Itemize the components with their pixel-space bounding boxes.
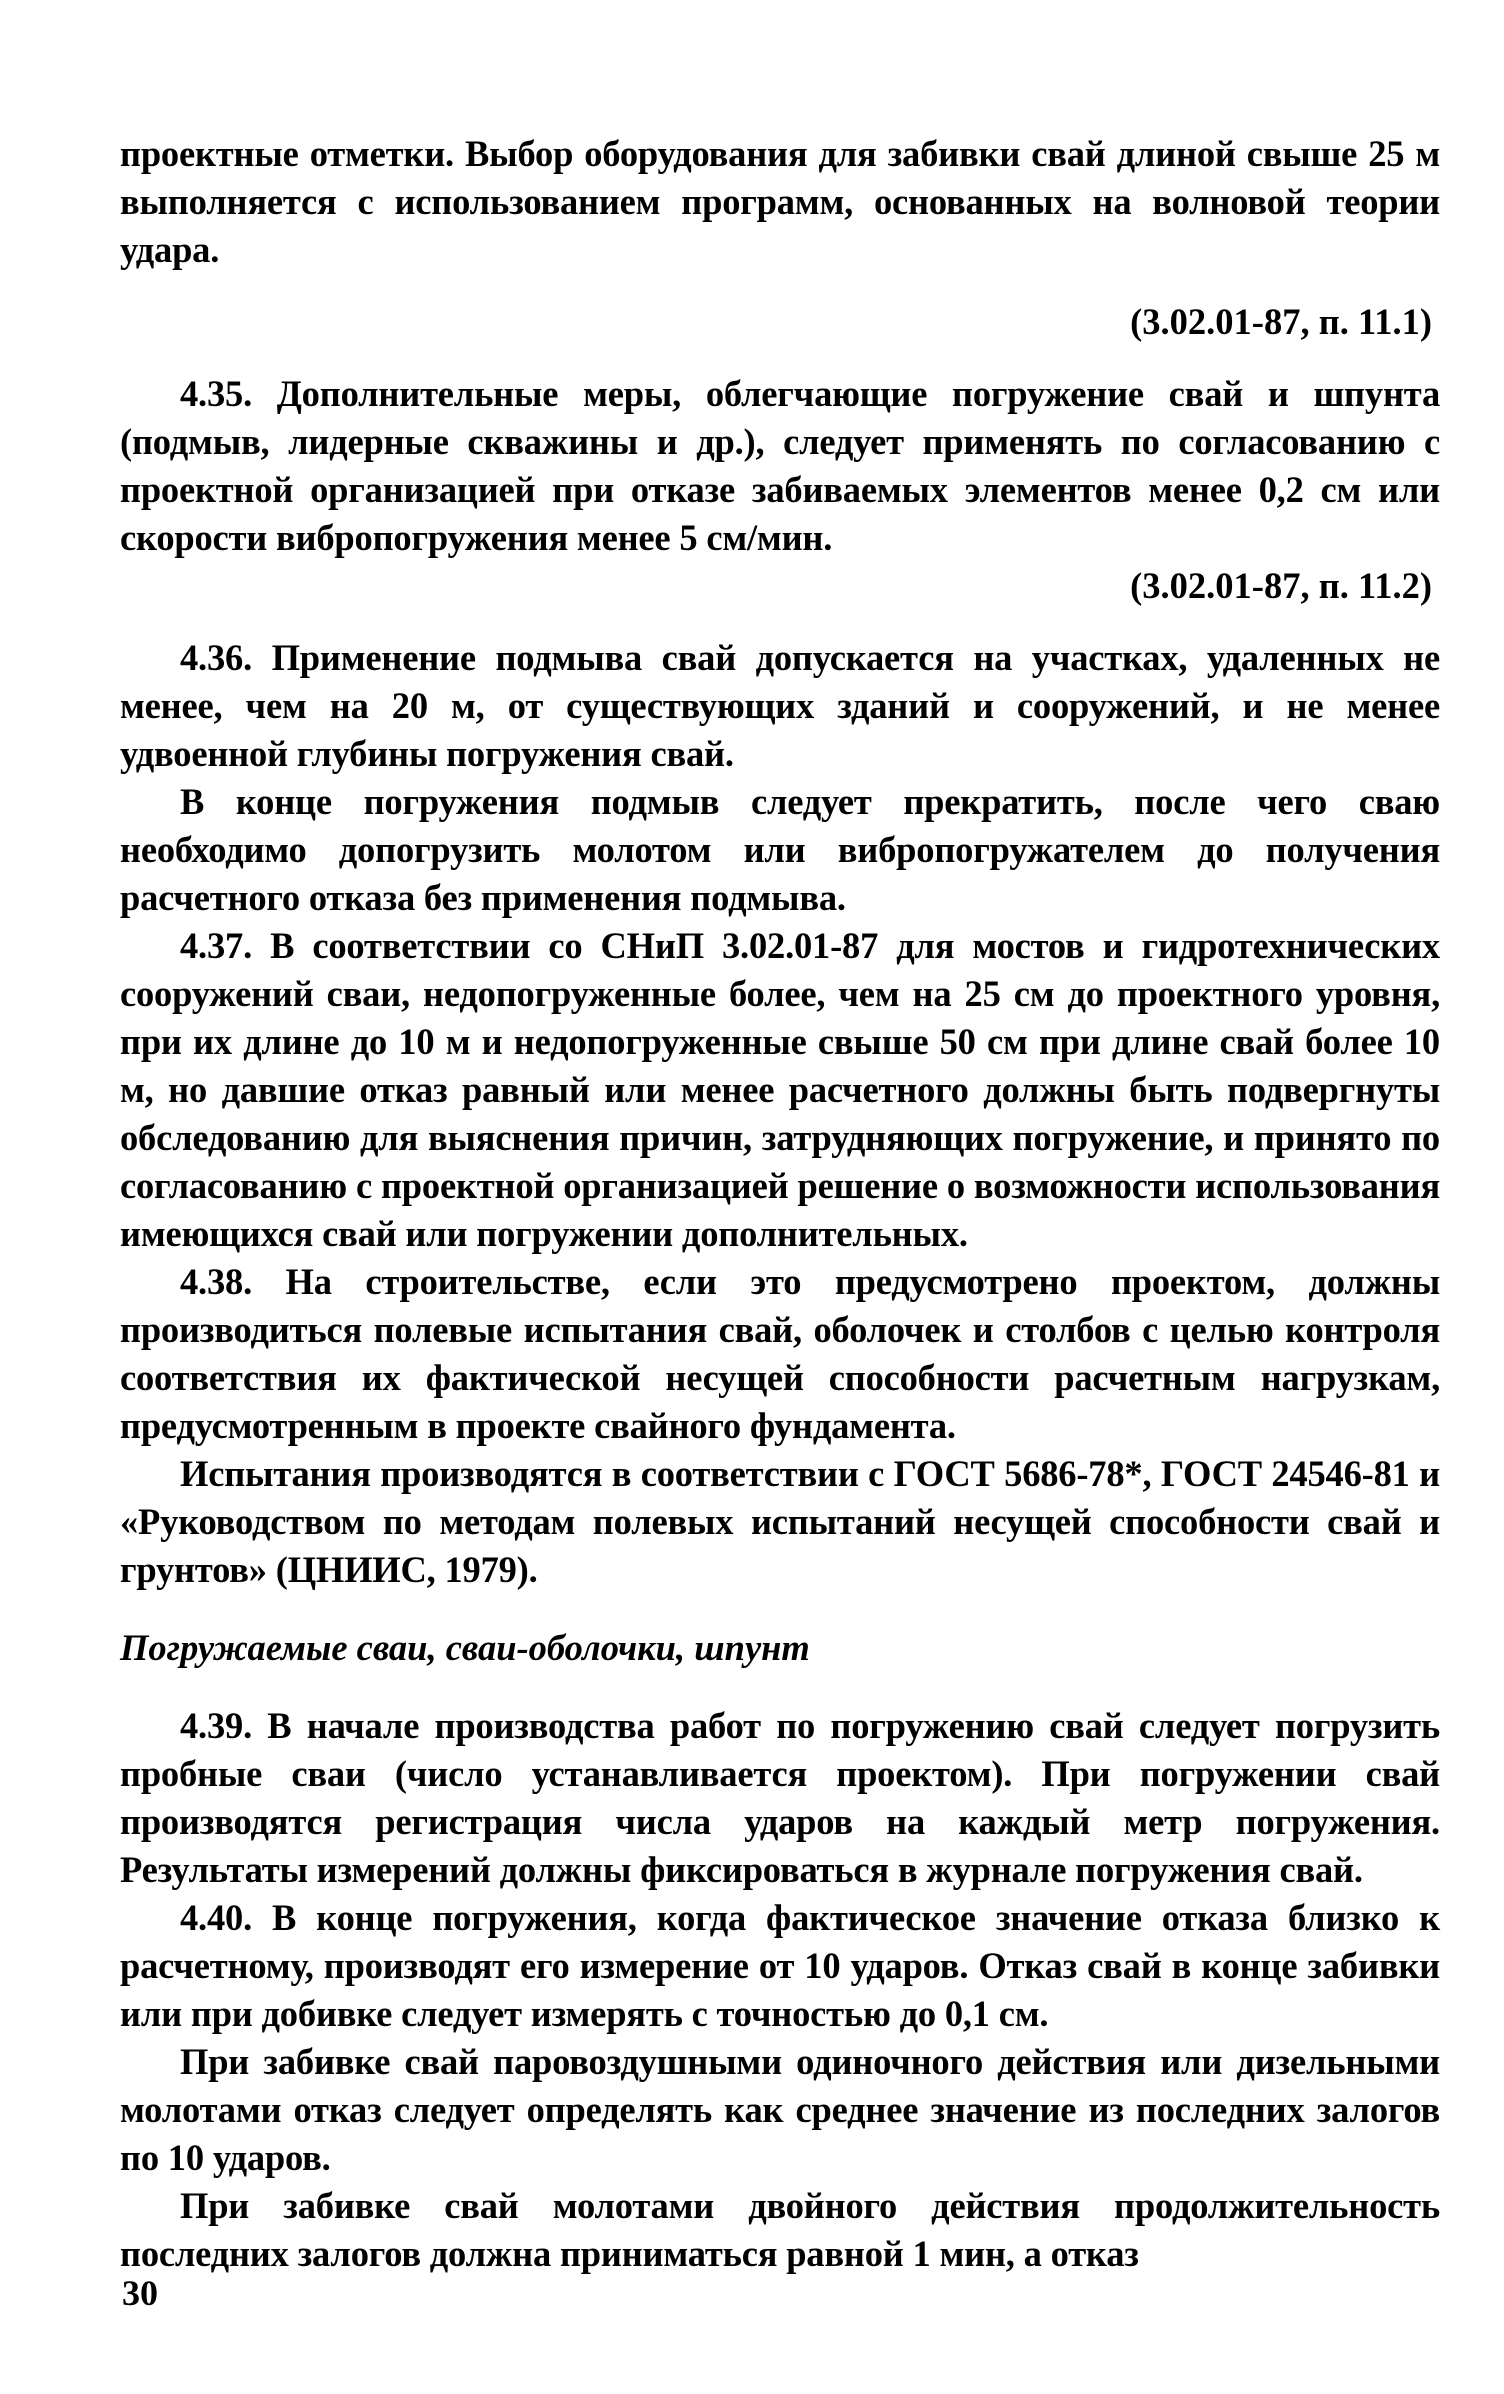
page-number: 30 (122, 2273, 158, 2313)
paragraph-4-35: 4.35. Дополнительные меры, облегчающие погружение свай и шпунта (подмыв, лидерные скважины и др.), следует применять по согласованию с проектной организацией при отказе забиваемых элементов менее 0,2 см или скорости вибропогружения менее 5 см/мин. (120, 373, 1440, 558)
paragraph-4-38: 4.38. На строительстве, если это предусмотрено проектом, должны производиться полевые испытания свай, оболочек и столбов с целью контроля соответствия их фактической несущей способности расчетным нагрузкам, предусмотренным в проекте свайного фундамента. (120, 1261, 1440, 1446)
document-page (120, 130, 1440, 2278)
paragraph-4-36: 4.36. Применение подмыва свай допускается на участках, удаленных не менее, чем на 20 м, от существующих зданий и сооружений, и не менее удвоенной глубины погружения свай. (120, 637, 1440, 774)
section-heading: Погружаемые сваи, сваи-оболочки, шпунт (120, 1627, 810, 1668)
paragraph-intro: проектные отметки. Выбор оборудования для забивки свай длиной свыше 25 м выполняется с использованием программ, основанных на волновой теории удара. (120, 133, 1440, 270)
paragraph-4-36-continued: В конце погружения подмыв следует прекратить, после чего сваю необходимо допогрузить молотом или вибропогружателем до получения расчетного отказа без применения подмыва. (120, 781, 1440, 918)
paragraph-4-38-continued: Испытания производятся в соответствии с ГОСТ 5686-78*, ГОСТ 24546-81 и «Руководством по методам полевых испытаний несущей способности свай и грунтов» (ЦНИИС, 1979). (120, 1453, 1440, 1590)
paragraph-4-39: 4.39. В начале производства работ по погружению свай следует погрузить пробные сваи (число устанавливается проектом). При погружении свай производятся регистрация числа ударов на каждый метр погружения. Результаты измерений должны фиксироваться в журнале погружения свай. (120, 1705, 1440, 1890)
paragraph-4-40-continued-2: При забивке свай молотами двойного действия продолжительность последних залогов должна приниматься равной 1 мин, а отказ (120, 2185, 1440, 2274)
reference-snip-11-2: (3.02.01-87, п. 11.2) (1130, 565, 1432, 606)
reference-snip-11-1: (3.02.01-87, п. 11.1) (1130, 301, 1432, 342)
paragraph-4-40-continued: При забивке свай паровоздушными одиночного действия или дизельными молотами отказ следует определять как среднее значение из последних залогов по 10 ударов. (120, 2041, 1440, 2178)
paragraph-4-37: 4.37. В соответствии со СНиП 3.02.01-87 для мостов и гидротехнических сооружений сваи, недопогруженные более, чем на 25 см до проектного уровня, при их длине до 10 м и недопогруженные свыше 50 см при длине свай более 10 м, но давшие отказ равный или менее расчетного должны быть подвергнуты обследованию для выяснения причин, затрудняющих погружение, и принято по согласованию с проектной организацией решение о возможности использования имеющихся свай или погружении дополнительных. (120, 925, 1440, 1254)
paragraph-4-40: 4.40. В конце погружения, когда фактическое значение отказа близко к расчетному, производят его измерение от 10 ударов. Отказ свай в конце забивки или при добивке следует измерять с точностью до 0,1 см. (120, 1897, 1440, 2034)
